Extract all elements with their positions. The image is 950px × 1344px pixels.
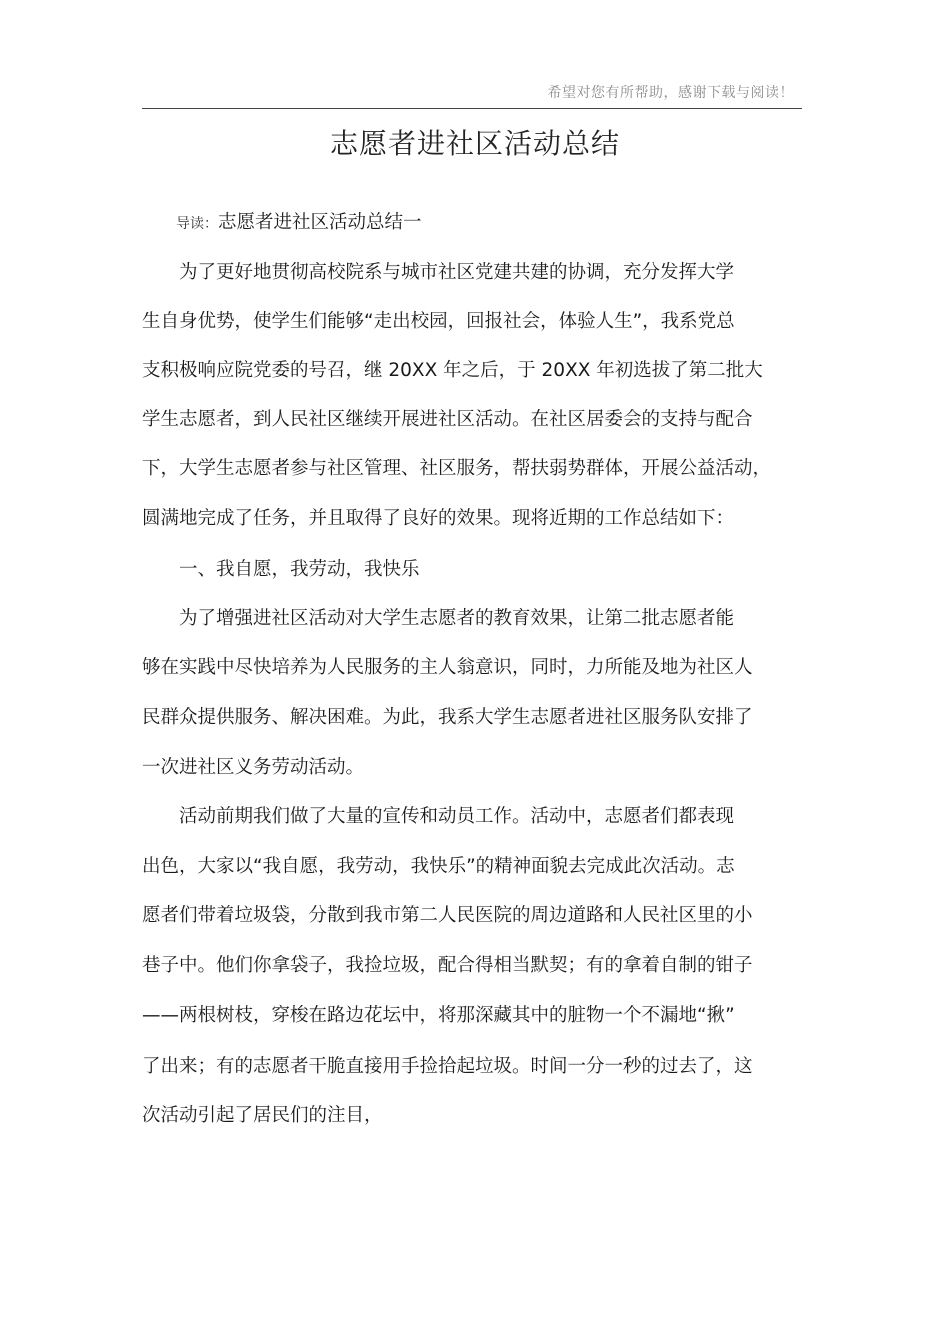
- body-line: 学生志愿者，到人民社区继续开展进社区活动。在社区居委会的支持与配合: [142, 409, 753, 430]
- body-line: 生自身优势，使学生们能够“走出校园，回报社会，体验人生”，我系党总: [142, 311, 735, 332]
- body-line: 够在实践中尽快培养为人民服务的主人翁意识，同时，力所能及地为社区人: [142, 657, 753, 678]
- body-line: 次活动引起了居民们的注目，: [142, 1105, 383, 1126]
- body-line: 一次进社区义务劳动活动。: [142, 757, 365, 778]
- header-divider: [142, 108, 802, 109]
- body-line: 活动前期我们做了大量的宣传和动员工作。活动中，志愿者们都表现: [142, 806, 735, 827]
- lead-label: 导读：: [176, 216, 218, 232]
- body-line: 下，大学生志愿者参与社区管理、社区服务，帮扶弱势群体，开展公益活动，: [142, 458, 772, 479]
- body-line: 愿者们带着垃圾袋，分散到我市第二人民医院的周边道路和人民社区里的小: [142, 905, 753, 926]
- body-line: 为了更好地贯彻高校院系与城市社区党建共建的协调，充分发挥大学: [142, 262, 735, 283]
- body-line: 出色，大家以“我自愿，我劳动，我快乐”的精神面貌去完成此次活动。志: [142, 856, 735, 877]
- body-line: 巷子中。他们你拿袋子，我捡垃圾，配合得相当默契；有的拿着自制的钳子: [142, 955, 753, 976]
- body-line: 民群众提供服务、解决困难。为此，我系大学生志愿者进社区服务队安排了: [142, 707, 753, 728]
- section-heading: 一、我自愿，我劳动，我快乐: [142, 559, 420, 580]
- body-line: 了出来；有的志愿者干脆直接用手捡拾起垃圾。时间一分一秒的过去了，这: [142, 1056, 753, 1077]
- body-line: ——两根树枝，穿梭在路边花坛中，将那深藏其中的脏物一个不漏地“揪”: [142, 1005, 735, 1026]
- lead-text: 志愿者进社区活动总结一: [218, 212, 422, 233]
- body-line: 为了增强进社区活动对大学生志愿者的教育效果，让第二批志愿者能: [142, 608, 735, 629]
- body-line: 圆满地完成了任务，并且取得了良好的效果。现将近期的工作总结如下：: [142, 508, 735, 529]
- body-line: 支积极响应院党委的号召，继 20XX 年之后，于 20XX 年初选拔了第二批大: [142, 360, 763, 381]
- document-title: 志愿者进社区活动总结: [329, 127, 620, 160]
- lead-line: [176, 208, 422, 234]
- header-note: 希望对您有所帮助，感谢下载与阅读！: [547, 85, 794, 101]
